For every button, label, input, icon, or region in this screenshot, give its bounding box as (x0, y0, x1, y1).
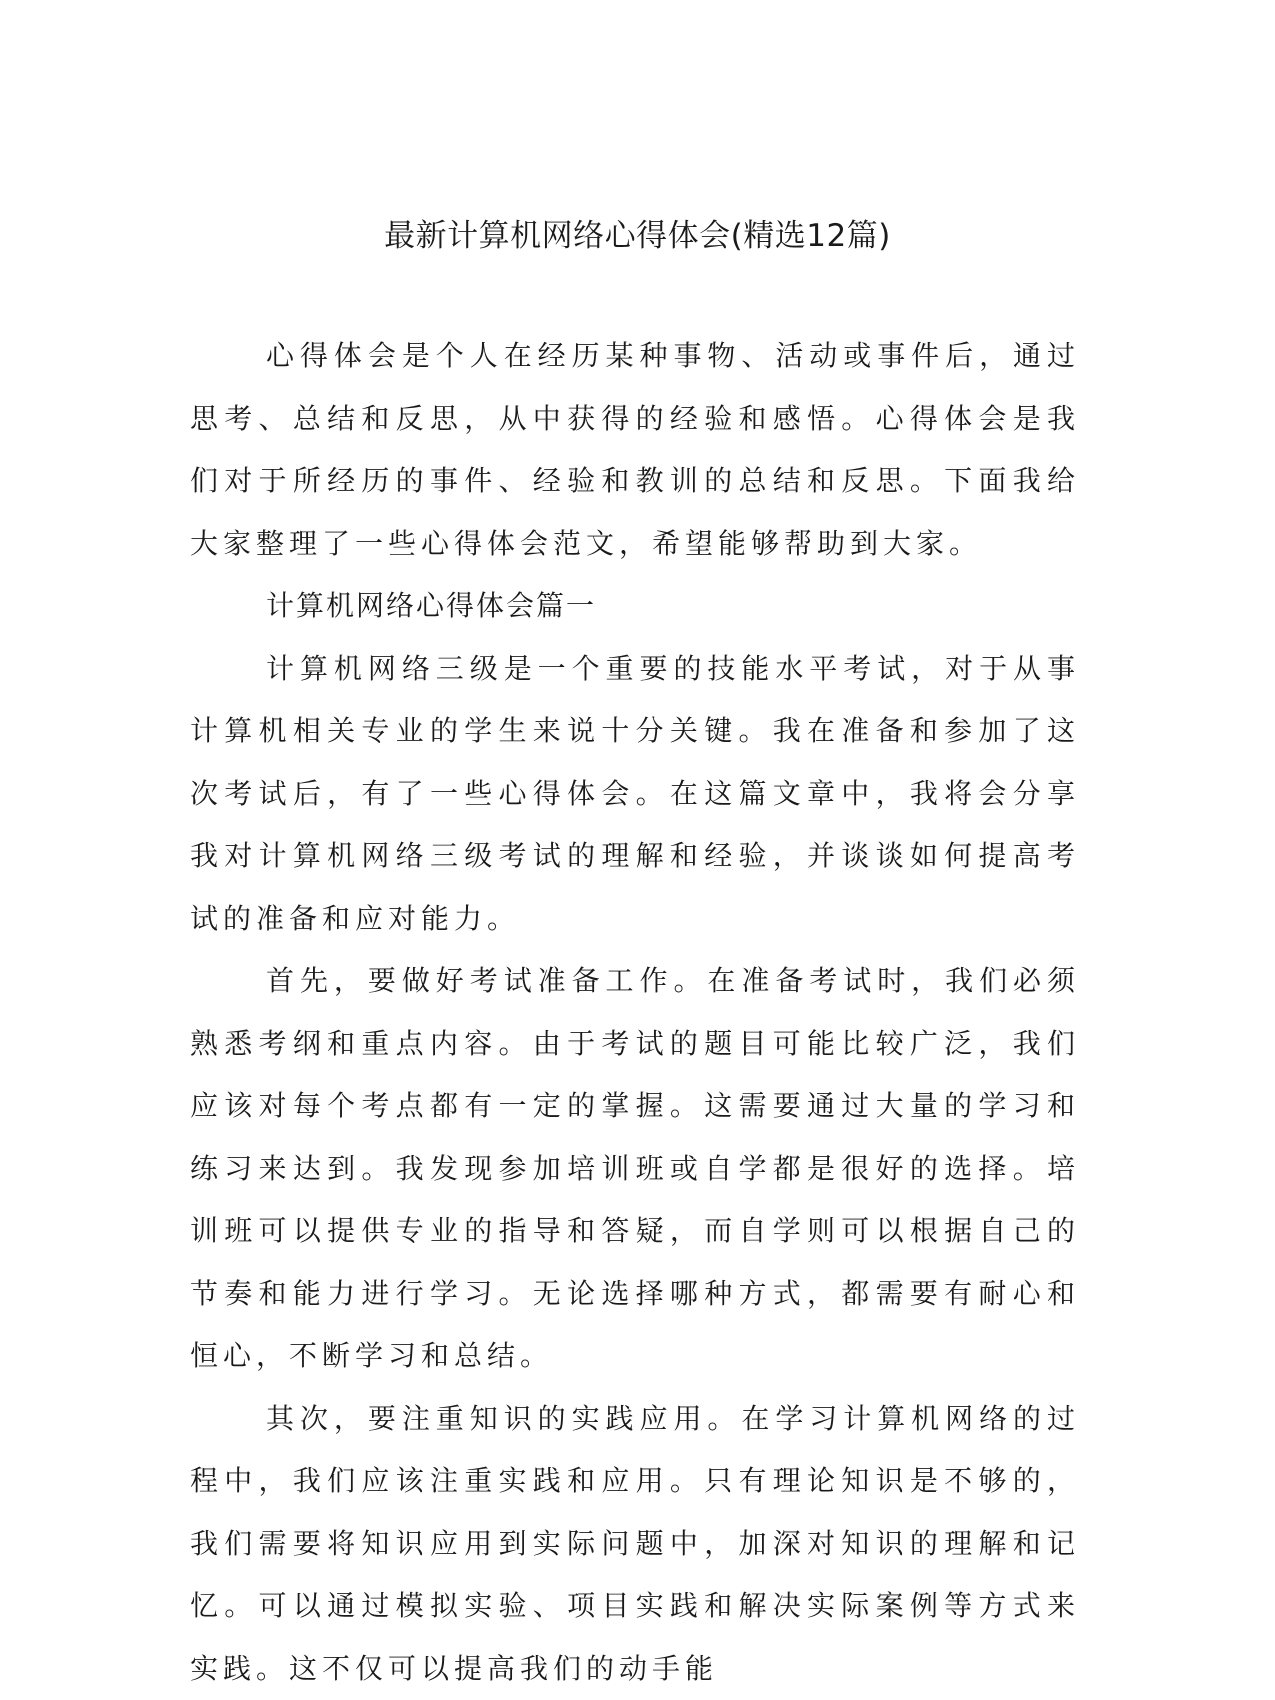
intro-paragraph: 心得体会是个人在经历某种事物、活动或事件后，通过思考、总结和反思，从中获得的经验和感悟。心得体会是我们对于所经历的事件、经验和教训的总结和反思。下面我给大家整理了一些心得体会范文，希望能够帮助到大家。 (190, 325, 1080, 575)
body-paragraph: 首先，要做好考试准备工作。在准备考试时，我们必须熟悉考纲和重点内容。由于考试的题目可能比较广泛，我们应该对每个考点都有一定的掌握。这需要通过大量的学习和练习来达到。我发现参加培训班或自学都是很好的选择。培训班可以提供专业的指导和答疑，而自学则可以根据自己的节奏和能力进行学习。无论选择哪种方式，都需要有耐心和恒心，不断学习和总结。 (190, 950, 1080, 1388)
document-title: 最新计算机网络心得体会(精选12篇) (0, 214, 1275, 258)
body-paragraph: 其次，要注重知识的实践应用。在学习计算机网络的过程中，我们应该注重实践和应用。只有理论知识是不够的，我们需要将知识应用到实际问题中，加深对知识的理解和记忆。可以通过模拟实验、项目实践和解决实际案例等方式来实践。这不仅可以提高我们的动手能 (190, 1388, 1080, 1700)
body-paragraph: 计算机网络三级是一个重要的技能水平考试，对于从事计算机相关专业的学生来说十分关键。我在准备和参加了这次考试后，有了一些心得体会。在这篇文章中，我将会分享我对计算机网络三级考试的理解和经验，并谈谈如何提高考试的准备和应对能力。 (190, 638, 1080, 951)
section-heading: 计算机网络心得体会篇一 (190, 575, 1080, 638)
document-body (190, 325, 1080, 1700)
